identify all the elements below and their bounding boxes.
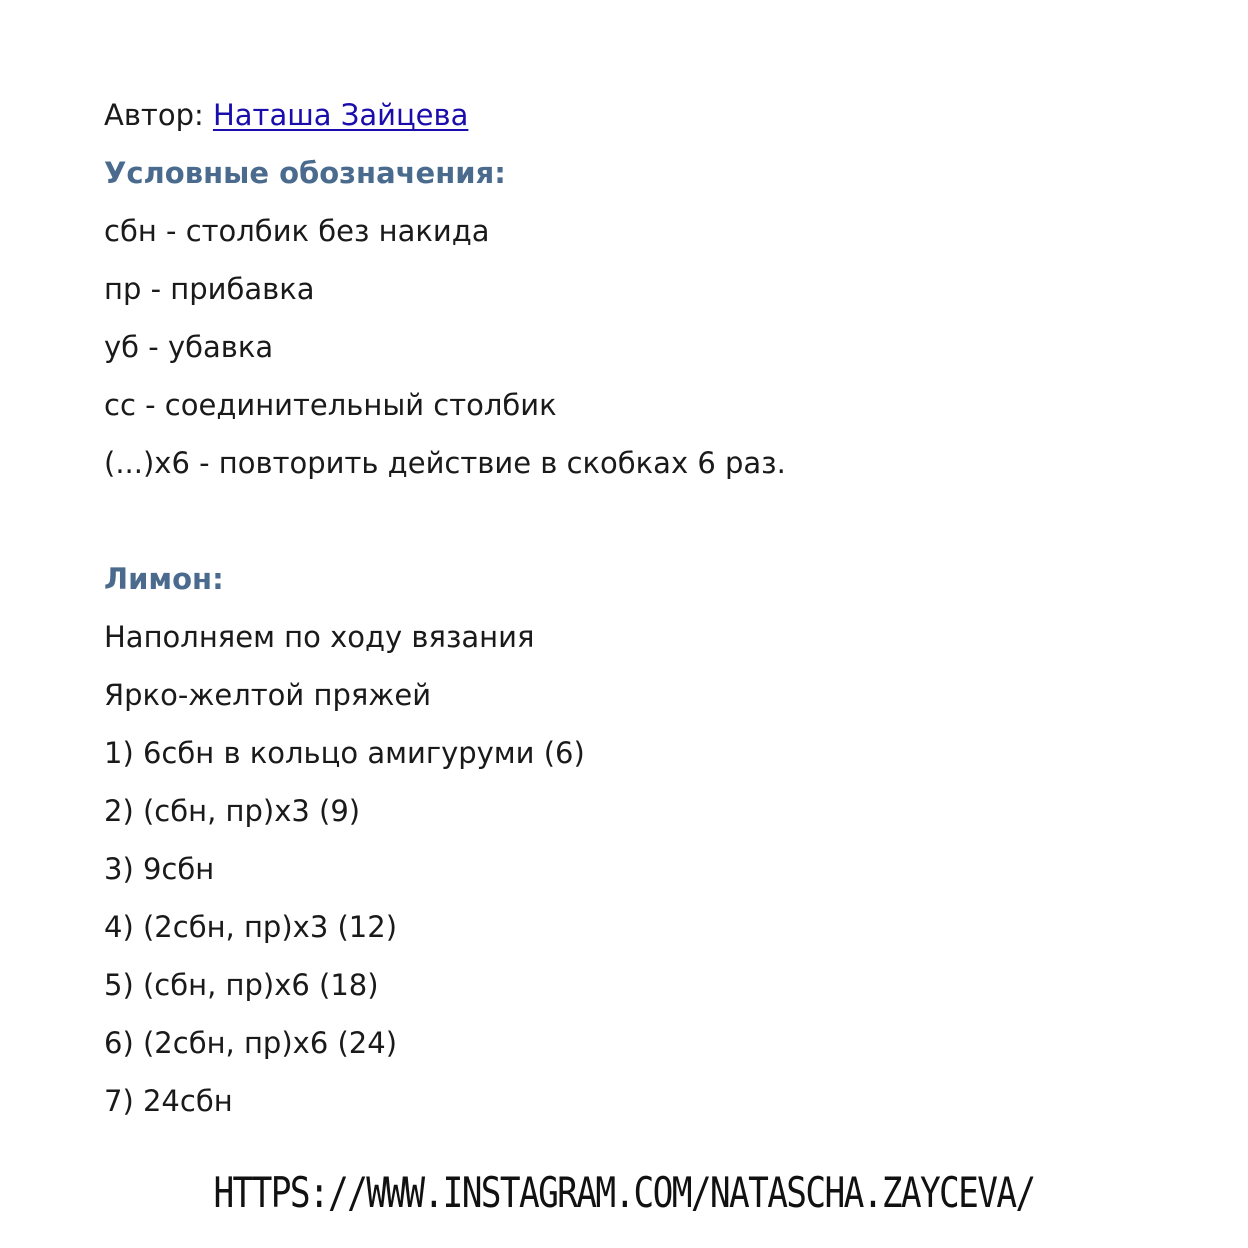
lemon-heading: Лимон: [104, 562, 224, 596]
pattern-row: 4) (2сбн, пр)х3 (12) [104, 910, 398, 944]
lemon-note: Наполняем по ходу вязания [104, 620, 535, 654]
pattern-row: 1) 6сбн в кольцо амигуруми (6) [104, 736, 585, 770]
author-line [104, 86, 1164, 144]
instagram-url: HTTPS://WWW.INSTAGRAM.COM/NATASCHA.ZAYCEVA/ [213, 1168, 1035, 1217]
pattern-row: 6) (2сбн, пр)х6 (24) [104, 1026, 398, 1060]
legend-item: пр - прибавка [104, 272, 315, 306]
legend-item: сс - соединительный столбик [104, 388, 557, 422]
legend-item: (...)х6 - повторить действие в скобках 6 раз. [104, 446, 786, 480]
pattern-row: 3) 9сбн [104, 852, 215, 886]
lemon-note: Ярко-желтой пряжей [104, 678, 432, 712]
legend-item: сбн - столбик без накида [104, 214, 490, 248]
legend-item: уб - убавка [104, 330, 274, 364]
document-body [104, 86, 1164, 1130]
pattern-row: 2) (сбн, пр)х3 (9) [104, 794, 361, 828]
legend-heading: Условные обозначения: [104, 156, 506, 190]
pattern-row: 5) (сбн, пр)х6 (18) [104, 968, 379, 1002]
author-link[interactable]: Наташа Зайцева [212, 98, 469, 132]
author-label: Автор: [104, 98, 213, 132]
section-spacer [104, 492, 1164, 550]
pattern-row: 7) 24сбн [104, 1084, 233, 1118]
